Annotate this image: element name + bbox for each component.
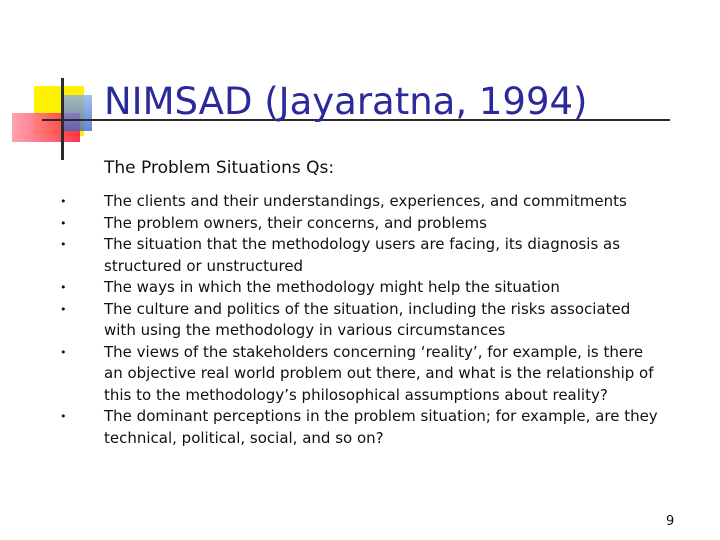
slide-subtitle: The Problem Situations Qs: (104, 158, 335, 178)
slide-title: NIMSAD (Jayaratna, 1994) (104, 80, 588, 123)
bullet-icon: • (60, 216, 67, 230)
bullet-item (58, 191, 678, 213)
bullet-item (58, 342, 678, 407)
bullet-text: The views of the stakeholders concerning ‘reality’, for example, is there an objective real world problem out there, and what is the relationship of this to the methodology’s philosophical assumptions about reality? (104, 342, 654, 404)
bullet-text: The dominant perceptions in the problem situation; for example, are they technical, political, social, and so on? (104, 407, 658, 447)
bullet-icon: • (60, 302, 67, 316)
bullet-item (58, 277, 678, 299)
bullet-icon: • (60, 281, 67, 294)
bullet-text: The culture and politics of the situation, including the risks associated with using the methodology in various circumstances (104, 299, 631, 339)
bullet-list (58, 191, 678, 449)
bullet-icon: • (60, 238, 67, 251)
bullet-text: The situation that the methodology users are facing, its diagnosis as structured or unstructured (104, 235, 621, 275)
bullet-item (58, 406, 678, 449)
bullet-text: The ways in which the methodology might help the situation (104, 278, 560, 296)
page-number: 9 (666, 514, 675, 529)
bullet-text: The clients and their understandings, experiences, and commitments (104, 192, 627, 210)
bullet-item (58, 234, 678, 277)
bullet-item (58, 299, 678, 342)
bullet-icon: • (60, 345, 67, 359)
decorative-blue-square (62, 95, 92, 131)
bullet-icon: • (60, 410, 67, 423)
bullet-icon: • (60, 195, 67, 208)
bullet-item (58, 213, 678, 235)
bullet-text: The problem owners, their concerns, and problems (104, 213, 487, 232)
